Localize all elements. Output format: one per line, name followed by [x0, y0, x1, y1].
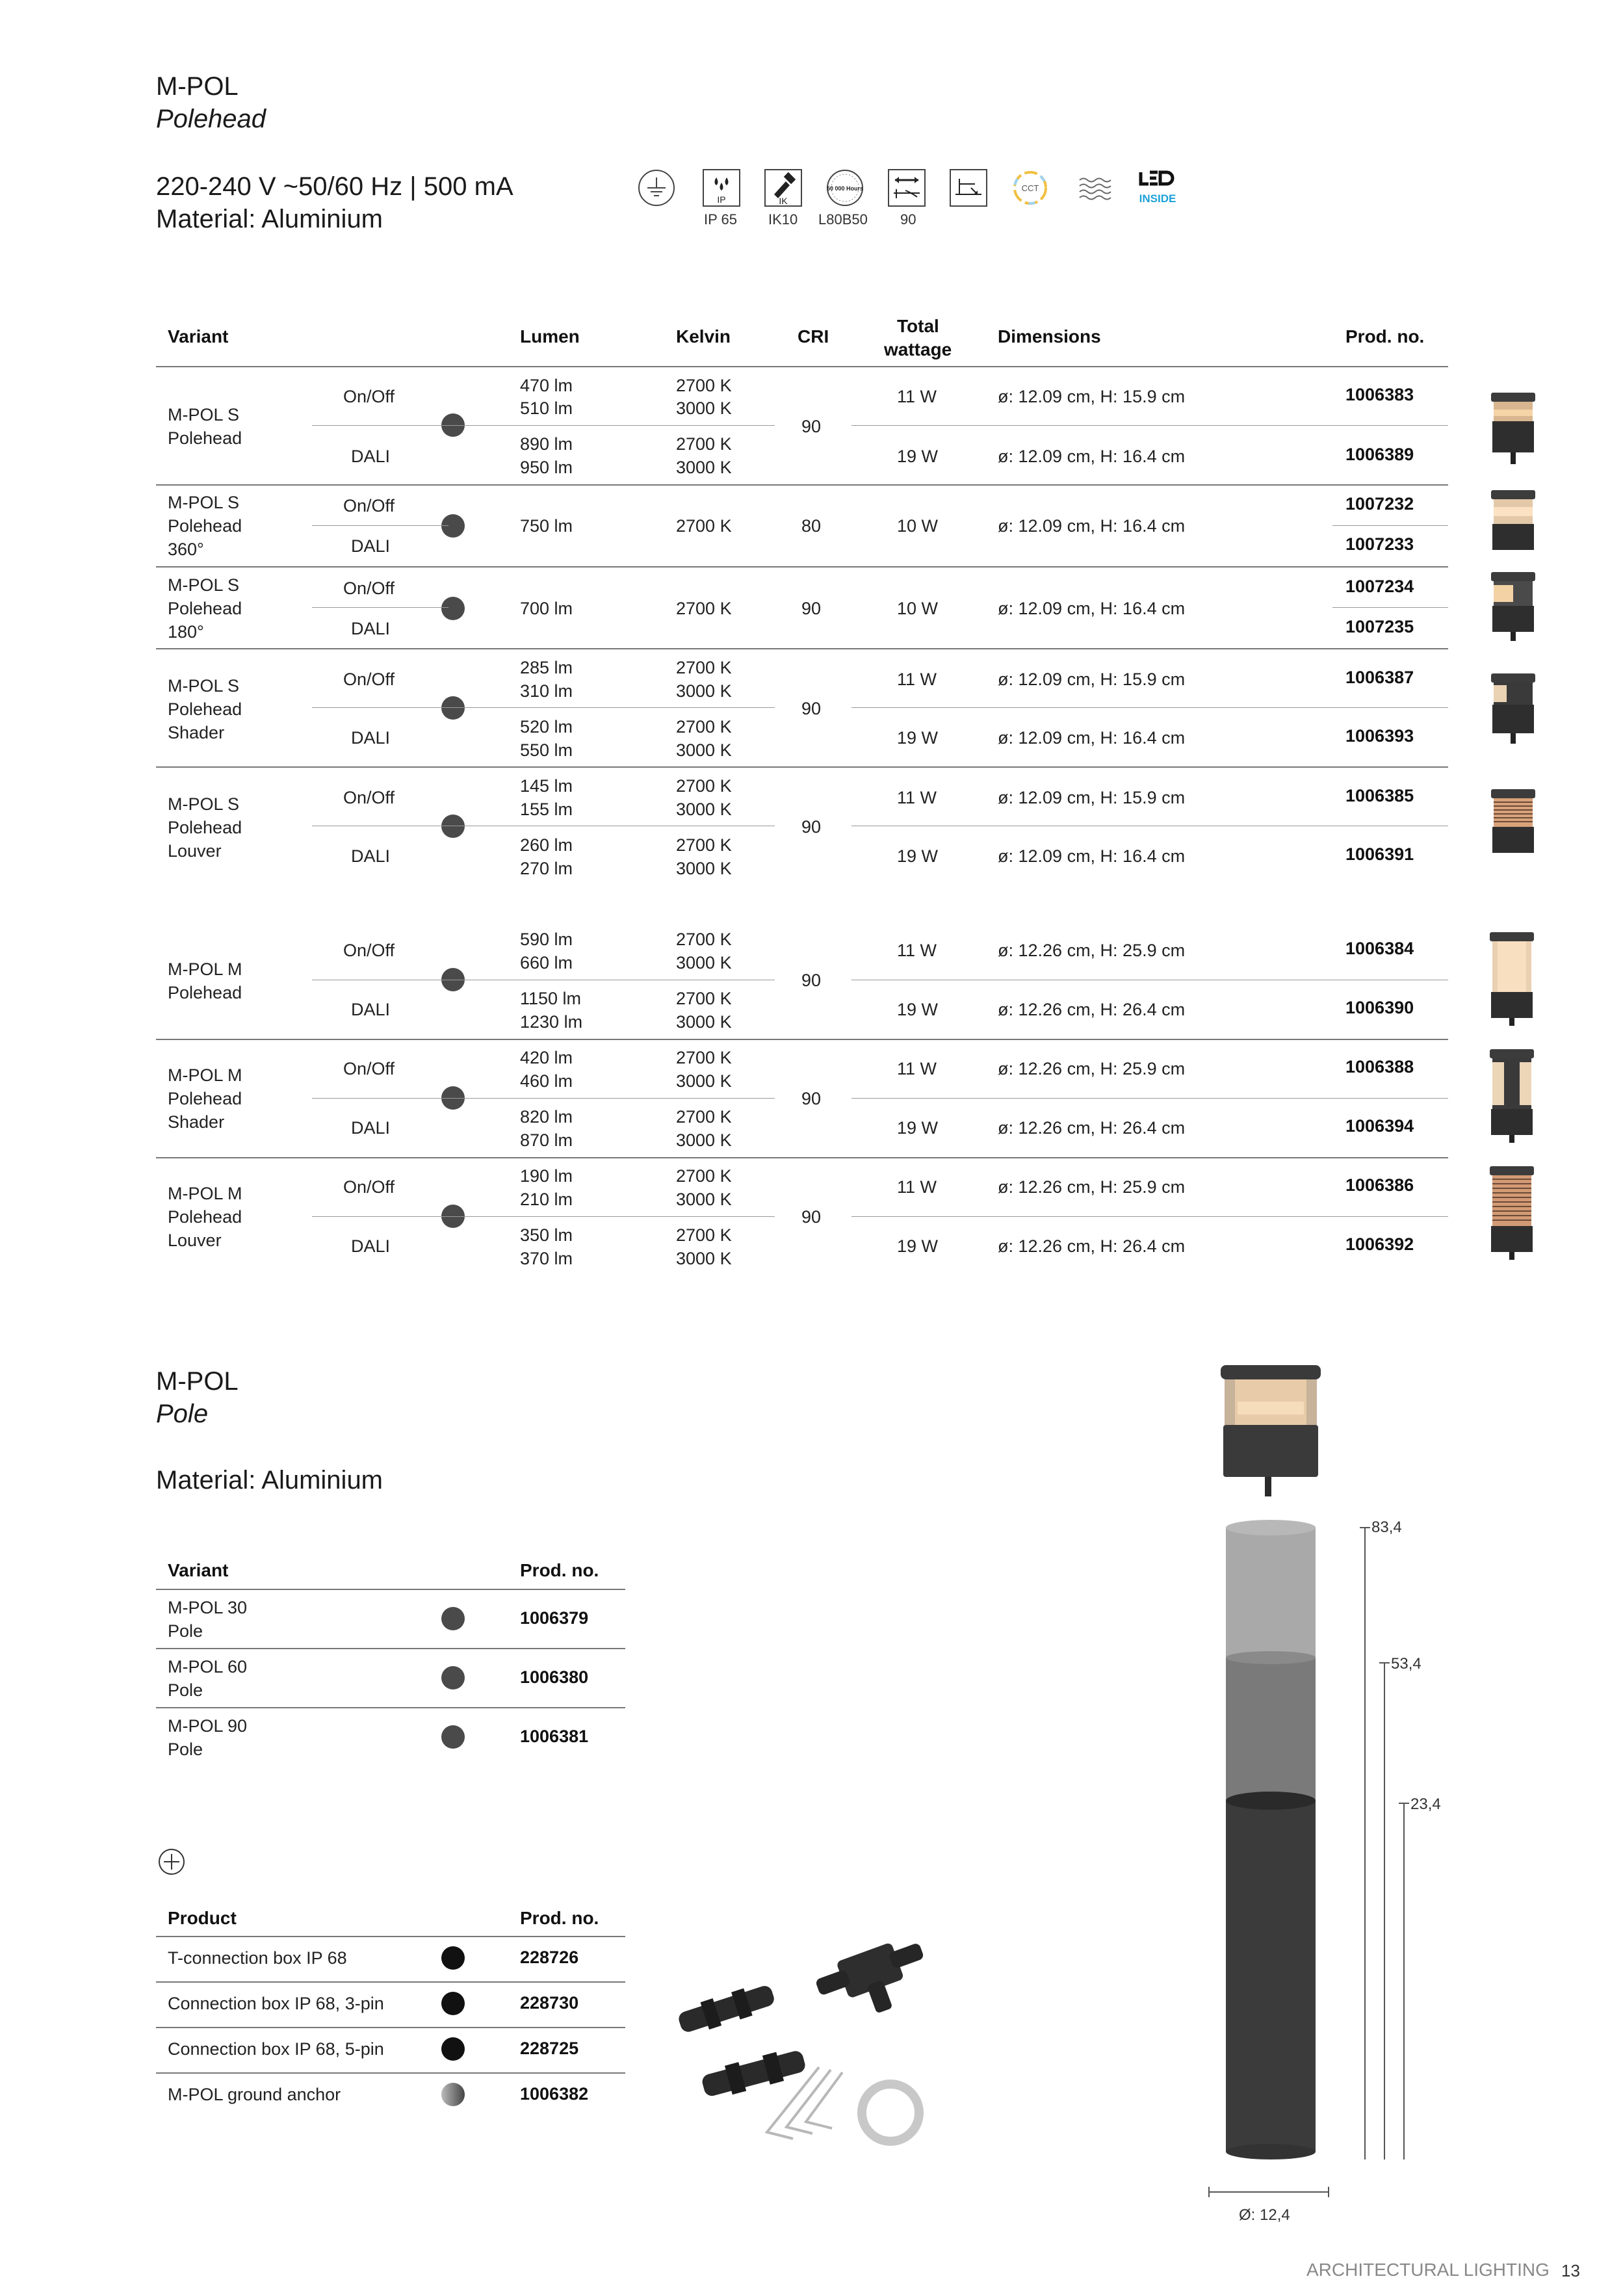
- pole-variant-name: M-POL 90: [168, 1716, 248, 1736]
- group-divider: [156, 766, 1448, 768]
- dimensions-value: ø: 12.26 cm, H: 26.4 cm: [998, 1000, 1186, 1019]
- accessory-name: Connection box IP 68, 5-pin: [168, 2039, 384, 2059]
- product-number: 1006382: [520, 2084, 589, 2104]
- variant-name: Polehead: [168, 818, 242, 837]
- dimensions-value: ø: 12.26 cm, H: 25.9 cm: [998, 1059, 1186, 1078]
- lumen-value: 350 lm: [520, 1225, 573, 1245]
- variant-name: M-POL M: [168, 1065, 242, 1085]
- ik-hammer-icon: [764, 168, 803, 207]
- polehead-m-image: [1487, 930, 1539, 1027]
- kelvin-value: 2700 K: [676, 434, 732, 454]
- product-number: 1006388: [1345, 1057, 1414, 1076]
- control-type: DALI: [351, 447, 391, 466]
- lumen-value: 520 lm: [520, 717, 573, 737]
- product-number: 1007233: [1345, 534, 1414, 554]
- product-number: 1006393: [1345, 726, 1414, 746]
- accessory-header-product: Product: [168, 1908, 237, 1928]
- kelvin-value: 2700 K: [676, 658, 732, 677]
- product-number: 1006380: [520, 1667, 589, 1687]
- black-color-swatch: [441, 2037, 465, 2061]
- lumen-value: 550 lm: [520, 740, 573, 760]
- product-number: 1006392: [1345, 1234, 1414, 1254]
- polehead-s-shader-image: [1488, 671, 1540, 746]
- dimensions-value: ø: 12.09 cm, H: 15.9 cm: [998, 387, 1186, 406]
- earth-ground-icon: [637, 168, 676, 207]
- kelvin-value: 2700 K: [676, 376, 732, 395]
- accessory-name: Connection box IP 68, 3-pin: [168, 1994, 384, 2013]
- variant-name: M-POL S: [168, 794, 240, 814]
- variant-name: Polehead: [168, 599, 242, 618]
- dimensions-value: ø: 12.09 cm, H: 16.4 cm: [998, 516, 1186, 536]
- control-type: On/Off: [343, 670, 395, 689]
- product-number: 228726: [520, 1948, 579, 1967]
- row-divider: [312, 525, 448, 526]
- dimensions-value: ø: 12.26 cm, H: 25.9 cm: [998, 941, 1186, 960]
- cri-value: 90: [801, 699, 822, 718]
- cri-label: 90: [900, 211, 916, 228]
- anthracite-color-swatch: [441, 1725, 465, 1749]
- lumen-value: 470 lm: [520, 376, 573, 395]
- control-type: DALI: [351, 728, 391, 748]
- cri-value: 90: [801, 971, 822, 990]
- pole-section-title: M-POL: [156, 1367, 239, 1396]
- product-number: 1006390: [1345, 998, 1414, 1017]
- kelvin-value: 3000 K: [676, 1071, 732, 1091]
- lumen-value: 510 lm: [520, 398, 573, 418]
- voltage-spec: 220-240 V ~50/60 Hz | 500 mA: [156, 172, 513, 201]
- wattage-value: 19 W: [897, 846, 939, 866]
- row-divider: [1332, 607, 1448, 608]
- row-divider: [312, 1216, 775, 1217]
- ip-badge-text: IP: [717, 194, 726, 205]
- wattage-value: 11 W: [897, 670, 937, 689]
- kelvin-value: 2700 K: [676, 930, 732, 949]
- cri-value: 90: [801, 1207, 822, 1227]
- black-color-swatch: [441, 1946, 465, 1970]
- pole-variant-name: M-POL 60: [168, 1657, 248, 1676]
- variant-name: Louver: [168, 1231, 222, 1250]
- product-number: 1006391: [1345, 844, 1414, 864]
- variant-name: M-POL M: [168, 1184, 242, 1203]
- product-number: 1007234: [1345, 577, 1414, 596]
- lumen-value: 155 lm: [520, 800, 573, 819]
- lumen-value: 190 lm: [520, 1166, 573, 1186]
- dimensions-value: ø: 12.09 cm, H: 15.9 cm: [998, 788, 1186, 807]
- wattage-value: 10 W: [897, 516, 939, 536]
- group-divider: [156, 648, 1448, 649]
- lumen-value: 870 lm: [520, 1130, 573, 1150]
- kelvin-value: 3000 K: [676, 800, 732, 819]
- product-number: 1006387: [1345, 668, 1414, 687]
- black-color-swatch: [441, 1992, 465, 2015]
- ik-label: IK10: [768, 211, 798, 228]
- wattage-value: 11 W: [897, 1059, 937, 1078]
- control-type: DALI: [351, 536, 391, 556]
- row-divider: [156, 2027, 625, 2028]
- product-number: 1006384: [1345, 939, 1414, 958]
- pole-variant-name: Pole: [168, 1680, 203, 1700]
- variant-name: M-POL M: [168, 959, 242, 979]
- control-type: On/Off: [343, 788, 395, 807]
- led-inside-icon: [1134, 168, 1176, 207]
- anthracite-color-swatch: [441, 1666, 465, 1689]
- led-badge-text: INSIDE: [1139, 192, 1176, 205]
- control-type: On/Off: [343, 496, 395, 515]
- pole-variant-name: Pole: [168, 1621, 203, 1641]
- lumen-value: 1230 lm: [520, 1012, 583, 1032]
- product-number: 1006381: [520, 1727, 589, 1746]
- product-number: 1006389: [1345, 445, 1414, 464]
- control-type: On/Off: [343, 579, 395, 598]
- polehead-m-shader-image: [1487, 1047, 1539, 1144]
- cct-badge-text: CCT: [1021, 183, 1039, 193]
- product-number: 1006385: [1345, 786, 1414, 805]
- row-divider: [851, 1098, 1448, 1099]
- kelvin-value: 2700 K: [676, 1166, 732, 1186]
- dimensions-value: ø: 12.09 cm, H: 16.4 cm: [998, 728, 1186, 748]
- cri-value: 90: [801, 599, 822, 618]
- dimensions-value: ø: 12.26 cm, H: 26.4 cm: [998, 1236, 1186, 1256]
- variant-name: M-POL S: [168, 493, 240, 512]
- polehead-s-image: [1488, 390, 1540, 467]
- product-number: 1006394: [1345, 1116, 1414, 1136]
- lifetime-badge-text: 50 000 Hours: [826, 185, 864, 192]
- lumen-value: 310 lm: [520, 681, 573, 701]
- lumen-value: 460 lm: [520, 1071, 573, 1091]
- page-number: 13: [1561, 2261, 1580, 2280]
- wattage-value: 19 W: [897, 728, 939, 748]
- cri-arrows-icon: [887, 168, 926, 207]
- header-lumen: Lumen: [520, 326, 580, 346]
- anthracite-color-swatch: [441, 597, 465, 620]
- variant-name: 180°: [168, 622, 204, 642]
- product-number: 228725: [520, 2039, 579, 2058]
- variant-name: 360°: [168, 540, 204, 559]
- lumen-value: 660 lm: [520, 953, 573, 972]
- lumen-value: 420 lm: [520, 1048, 573, 1067]
- kelvin-value: 3000 K: [676, 859, 732, 878]
- group-divider: [156, 566, 1448, 567]
- variant-name: M-POL S: [168, 575, 240, 595]
- control-type: DALI: [351, 846, 391, 866]
- page-subtitle: Polehead: [156, 105, 266, 133]
- lumen-value: 210 lm: [520, 1190, 573, 1209]
- wattage-value: 11 W: [897, 941, 937, 960]
- lumen-value: 950 lm: [520, 458, 573, 477]
- group-divider: [156, 1157, 1448, 1158]
- row-divider: [851, 1216, 1448, 1217]
- variant-name: Louver: [168, 841, 222, 861]
- variant-name: Shader: [168, 1112, 225, 1132]
- polehead-s-louver-image: [1488, 787, 1540, 863]
- kelvin-value: 2700 K: [676, 1048, 732, 1067]
- product-number: 1007232: [1345, 494, 1414, 514]
- wattage-value: 19 W: [897, 1118, 939, 1138]
- row-divider: [312, 425, 775, 426]
- lumen-value: 890 lm: [520, 434, 573, 454]
- height-label-23: 23,4: [1410, 1795, 1441, 1813]
- wattage-value: 19 W: [897, 1000, 939, 1019]
- lumen-value: 145 lm: [520, 776, 573, 796]
- kelvin-value: 2700 K: [676, 989, 732, 1008]
- product-number: 1006379: [520, 1608, 589, 1628]
- product-number: 1006386: [1345, 1175, 1414, 1195]
- variant-name: Shader: [168, 723, 225, 742]
- row-divider: [156, 1648, 625, 1649]
- material-spec: Material: Aluminium: [156, 205, 383, 233]
- variant-name: Polehead: [168, 699, 242, 719]
- ik-badge-text: IK: [779, 196, 788, 206]
- lifetime-hours-icon: [825, 168, 864, 207]
- pole-material: Material: Aluminium: [156, 1466, 383, 1494]
- polehead-s-180-image: [1488, 569, 1540, 642]
- lumen-value: 700 lm: [520, 599, 573, 618]
- kelvin-value: 2700 K: [676, 516, 732, 536]
- header-kelvin: Kelvin: [676, 326, 731, 346]
- product-number: 1007235: [1345, 617, 1414, 636]
- polehead-m-louver-image: [1487, 1164, 1539, 1261]
- lumen-value: 370 lm: [520, 1249, 573, 1268]
- variant-name: Polehead: [168, 1089, 242, 1108]
- kelvin-value: 3000 K: [676, 458, 732, 477]
- product-number: 1006383: [1345, 385, 1414, 404]
- accessory-header-prod-no: Prod. no.: [520, 1908, 599, 1928]
- lumen-value: 270 lm: [520, 859, 573, 878]
- control-type: DALI: [351, 619, 391, 638]
- lifetime-label: L80B50: [818, 211, 868, 228]
- product-number: 228730: [520, 1993, 579, 2013]
- cri-value: 90: [801, 817, 822, 837]
- control-type: DALI: [351, 1236, 391, 1256]
- kelvin-value: 3000 K: [676, 953, 732, 972]
- ip-water-icon: [702, 168, 741, 207]
- dimensions-value: ø: 12.09 cm, H: 16.4 cm: [998, 447, 1186, 466]
- row-divider: [312, 1098, 775, 1099]
- anthracite-color-swatch: [441, 1607, 465, 1630]
- variant-name: Polehead: [168, 1207, 242, 1227]
- kelvin-value: 2700 K: [676, 1225, 732, 1245]
- pole-section-subtitle: Pole: [156, 1400, 209, 1428]
- wattage-value: 10 W: [897, 599, 939, 618]
- row-divider: [1332, 525, 1448, 526]
- diameter-label: Ø: 12,4: [1239, 2206, 1290, 2224]
- kelvin-value: 3000 K: [676, 398, 732, 418]
- anthracite-color-swatch: [441, 815, 465, 838]
- row-divider: [312, 607, 448, 608]
- header-dimensions: Dimensions: [998, 326, 1101, 346]
- dimension-icon: [949, 168, 988, 207]
- row-divider: [156, 1707, 625, 1708]
- accessories-image: [656, 1924, 942, 2158]
- kelvin-value: 3000 K: [676, 1249, 732, 1268]
- pole-variant-name: Pole: [168, 1740, 203, 1759]
- height-label-83: 83,4: [1371, 1519, 1402, 1536]
- cri-value: 90: [801, 1089, 822, 1108]
- kelvin-value: 2700 K: [676, 717, 732, 737]
- control-type: On/Off: [343, 387, 395, 406]
- cri-value: 80: [801, 516, 822, 536]
- kelvin-value: 2700 K: [676, 835, 732, 855]
- page-title: M-POL: [156, 72, 239, 101]
- header-divider: [156, 366, 1448, 367]
- control-type: On/Off: [343, 1059, 395, 1078]
- variant-name: M-POL S: [168, 405, 240, 424]
- anthracite-color-swatch: [441, 696, 465, 720]
- dimensions-value: ø: 12.26 cm, H: 25.9 cm: [998, 1177, 1186, 1197]
- kelvin-value: 3000 K: [676, 1012, 732, 1032]
- control-type: On/Off: [343, 941, 395, 960]
- anthracite-color-swatch: [441, 514, 465, 538]
- header-prod-no: Prod. no.: [1345, 326, 1425, 346]
- wattage-value: 11 W: [897, 788, 937, 807]
- plus-circle-icon: [157, 1847, 186, 1876]
- ip-label: IP 65: [704, 211, 737, 228]
- accessory-name: T-connection box IP 68: [168, 1948, 347, 1968]
- kelvin-value: 2700 K: [676, 776, 732, 796]
- variant-name: Polehead: [168, 428, 242, 448]
- accessory-name: M-POL ground anchor: [168, 2085, 341, 2104]
- lumen-value: 285 lm: [520, 658, 573, 677]
- kelvin-value: 3000 K: [676, 1190, 732, 1209]
- variant-name: Polehead: [168, 983, 242, 1002]
- dimensions-value: ø: 12.09 cm, H: 15.9 cm: [998, 670, 1186, 689]
- wattage-value: 11 W: [897, 387, 937, 406]
- pole-dimension-drawing: [1196, 1365, 1469, 2210]
- kelvin-value: 2700 K: [676, 599, 732, 618]
- control-type: DALI: [351, 1118, 391, 1138]
- variant-name: Polehead: [168, 516, 242, 536]
- variant-name: M-POL S: [168, 676, 240, 696]
- header-cri: CRI: [798, 326, 829, 346]
- group-divider: [156, 1039, 1448, 1040]
- cct-icon: [1011, 168, 1050, 207]
- wattage-value: 19 W: [897, 1236, 939, 1256]
- pole-header-prod-no: Prod. no.: [520, 1560, 599, 1580]
- control-type: On/Off: [343, 1177, 395, 1197]
- footer-section-label: ARCHITECTURAL LIGHTING: [1306, 2260, 1550, 2280]
- cri-value: 90: [801, 417, 822, 436]
- header-variant: Variant: [168, 326, 229, 346]
- row-divider: [156, 1981, 625, 1983]
- lumen-value: 820 lm: [520, 1107, 573, 1127]
- wattage-value: 19 W: [897, 447, 939, 466]
- pole-variant-name: M-POL 30: [168, 1598, 248, 1617]
- control-type: DALI: [351, 1000, 391, 1019]
- lumen-value: 590 lm: [520, 930, 573, 949]
- polehead-s-360-image: [1488, 488, 1540, 558]
- header-wattage-2: wattage: [884, 339, 952, 359]
- kelvin-value: 3000 K: [676, 681, 732, 701]
- row-divider: [851, 425, 1448, 426]
- accessory-header-divider: [156, 1936, 625, 1937]
- lumen-value: 1150 lm: [520, 989, 582, 1008]
- row-divider: [312, 707, 775, 708]
- row-divider: [851, 707, 1448, 708]
- dimensions-value: ø: 12.26 cm, H: 26.4 cm: [998, 1118, 1186, 1138]
- kelvin-value: 2700 K: [676, 1107, 732, 1127]
- pole-header-divider: [156, 1589, 625, 1590]
- lumen-value: 750 lm: [520, 516, 573, 536]
- kelvin-value: 3000 K: [676, 740, 732, 760]
- waves-icon: [1076, 168, 1115, 207]
- dimensions-value: ø: 12.09 cm, H: 16.4 cm: [998, 846, 1186, 866]
- height-label-53: 53,4: [1391, 1655, 1422, 1673]
- kelvin-value: 3000 K: [676, 1130, 732, 1150]
- lumen-value: 260 lm: [520, 835, 573, 855]
- gradient-color-swatch: [441, 2083, 465, 2106]
- group-divider: [156, 484, 1448, 486]
- wattage-value: 11 W: [897, 1177, 937, 1197]
- header-wattage-1: Total: [897, 316, 939, 336]
- row-divider: [156, 2072, 625, 2074]
- dimensions-value: ø: 12.09 cm, H: 16.4 cm: [998, 599, 1186, 618]
- pole-header-variant: Variant: [168, 1560, 229, 1580]
